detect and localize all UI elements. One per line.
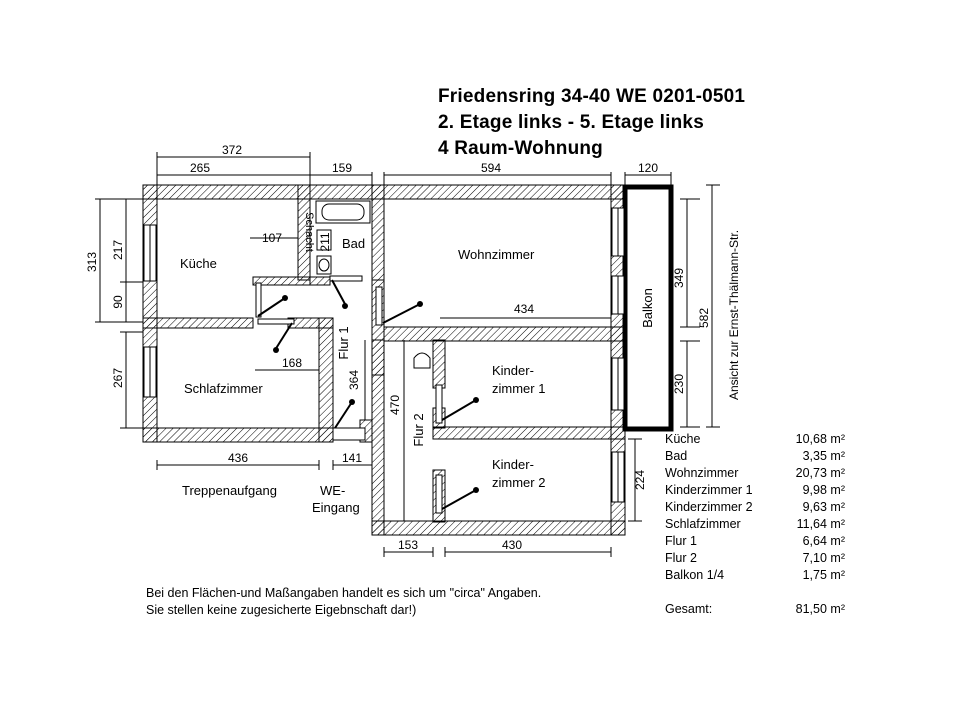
area-row xyxy=(665,432,845,449)
area-total-row xyxy=(665,602,845,619)
title-floors: 2. Etage links - 5. Etage links xyxy=(438,112,704,133)
dim-90: 90 xyxy=(111,295,125,309)
dim-265: 265 xyxy=(189,161,211,175)
room-flur2: Flur 2 xyxy=(411,413,426,447)
dim-313: 313 xyxy=(85,251,99,273)
area-name: Kinderzimmer 1 xyxy=(665,483,753,497)
label-we-a: WE- xyxy=(320,483,346,498)
area-value: 1,75 m² xyxy=(802,568,845,582)
note-line-2: Sie stellen keine zugesicherte Eigebnschaft dar!) xyxy=(146,603,417,617)
dim-349: 349 xyxy=(672,267,686,289)
label-we-b: Eingang xyxy=(312,500,360,515)
label-treppe: Treppenaufgang xyxy=(182,483,277,498)
room-flur1: Flur 1 xyxy=(336,326,351,360)
area-value: 9,98 m² xyxy=(802,483,845,497)
dim-430: 430 xyxy=(501,538,523,552)
area-name: Bad xyxy=(665,449,688,463)
dim-436: 436 xyxy=(227,451,249,465)
dim-372: 372 xyxy=(221,143,243,157)
title-address: Friedensring 34-40 WE 0201-0501 xyxy=(438,86,746,107)
dim-120: 120 xyxy=(637,161,659,175)
dim-107: 107 xyxy=(261,231,283,245)
total-label: Gesamt: xyxy=(665,602,713,616)
room-bad: Bad xyxy=(342,236,366,251)
area-row xyxy=(665,500,845,517)
area-name: Kinderzimmer 2 xyxy=(665,500,753,514)
area-row xyxy=(665,483,845,500)
label-ansicht: Ansicht zur Ernst-Thälmann-Str. xyxy=(727,229,741,401)
room-kueche: Küche xyxy=(180,256,217,271)
area-name: Wohnzimmer xyxy=(665,466,739,480)
dim-230: 230 xyxy=(672,373,686,395)
area-name: Küche xyxy=(665,432,701,446)
dim-224: 224 xyxy=(633,469,647,491)
dim-582: 582 xyxy=(697,307,711,329)
dim-434: 434 xyxy=(513,302,535,316)
dim-594: 594 xyxy=(480,161,502,175)
dim-159: 159 xyxy=(331,161,353,175)
area-name: Flur 2 xyxy=(665,551,697,565)
area-value: 6,64 m² xyxy=(802,534,845,548)
room-wohnzimmer: Wohnzimmer xyxy=(458,247,535,262)
dim-211: 211 xyxy=(318,232,332,252)
dim-217: 217 xyxy=(111,239,125,261)
area-value: 11,64 m² xyxy=(796,517,845,531)
area-value: 7,10 m² xyxy=(802,551,845,565)
dim-364: 364 xyxy=(347,369,361,391)
area-value: 20,73 m² xyxy=(795,466,845,480)
area-row xyxy=(665,466,845,483)
total-value: 81,50 m² xyxy=(795,602,845,616)
dim-141: 141 xyxy=(341,451,363,465)
dim-168: 168 xyxy=(281,356,303,370)
area-row xyxy=(665,568,845,585)
area-row xyxy=(665,449,845,466)
room-kinder2-b: zimmer 2 xyxy=(492,475,546,490)
area-name: Flur 1 xyxy=(665,534,697,548)
area-row xyxy=(665,534,845,551)
area-value: 9,63 m² xyxy=(802,500,845,514)
area-row xyxy=(665,517,845,534)
area-value: 10,68 m² xyxy=(795,432,845,446)
dim-267: 267 xyxy=(111,367,125,389)
room-schacht: Schacht xyxy=(303,212,315,252)
room-kinder1-a: Kinder- xyxy=(492,363,534,378)
room-balkon: Balkon xyxy=(640,288,655,328)
area-name: Balkon 1/4 xyxy=(665,568,725,582)
room-schlafzimmer: Schlafzimmer xyxy=(184,381,263,396)
room-kinder2-a: Kinder- xyxy=(492,457,534,472)
area-name: Schlafzimmer xyxy=(665,517,741,531)
dim-153: 153 xyxy=(397,538,419,552)
area-value: 3,35 m² xyxy=(802,449,845,463)
area-row xyxy=(665,551,845,568)
room-kinder1-b: zimmer 1 xyxy=(492,381,546,396)
title-type: 4 Raum-Wohnung xyxy=(438,138,603,159)
note-line-1: Bei den Flächen-und Maßangaben handelt es sich um "circa" Angaben. xyxy=(146,586,542,600)
dim-470: 470 xyxy=(388,394,402,416)
